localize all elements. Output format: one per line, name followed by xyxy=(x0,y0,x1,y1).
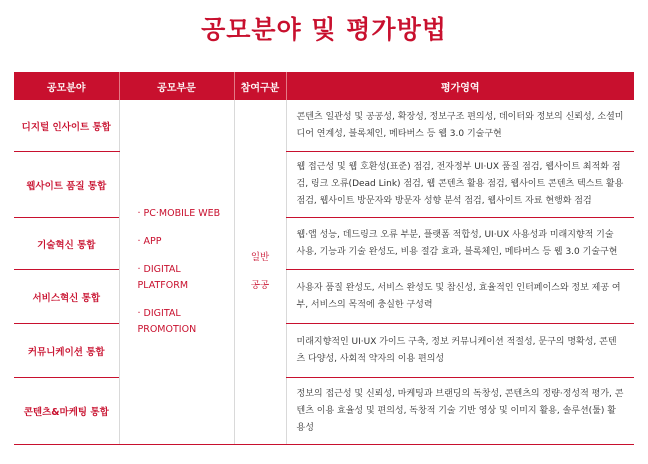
header-sector: 공모부문 xyxy=(119,72,234,100)
evaluation-cell: 웹·앱 성능, 데드링크 오류 부분, 플랫폼 적합성, UI·UX 사용성과 미래지향적 기술 사용, 기능과 기술 완성도, 비용 절감 효과, 블록체인, 메타버스 등 웹 3.0 기술구현 xyxy=(286,218,634,270)
header-participation: 참여구분 xyxy=(234,72,286,100)
sector-item: · APP xyxy=(137,236,162,247)
evaluation-cell: 정보의 접근성 및 신뢰성, 마케팅과 브랜딩의 독창성, 콘텐츠의 정량·정성적 평가, 콘텐츠 이용 효율성 및 편의성, 독창적 기술 기반 영상 및 이미지 활용, 솔루션(툴) 활용성 xyxy=(286,378,634,445)
field-cell: 기술혁신 통합 xyxy=(14,218,119,270)
sector-item: · DIGITAL PLATFORM xyxy=(137,264,189,291)
field-cell: 웹사이트 품질 통합 xyxy=(14,152,119,218)
evaluation-cell: 웹 접근성 및 웹 호환성(표준) 점검, 전자정부 UI·UX 품질 점검, 웹사이트 최적화 점검, 링크 오류(Dead Link) 점검, 웹 콘텐츠 활용 점검, 웹사이트 콘텐츠 텍스트 활용 점검, 웹사이트 방문자와 방문자 성향 분석 점검, 웹사이트 자료 현행화 점검 xyxy=(286,152,634,218)
table-row xyxy=(14,218,634,270)
field-cell: 커뮤니케이션 통합 xyxy=(14,324,119,378)
sector-cell xyxy=(119,100,234,445)
table-row xyxy=(14,100,634,152)
participation-cell xyxy=(234,100,286,445)
participation-public: 공공 xyxy=(250,280,270,291)
field-cell: 서비스혁신 통합 xyxy=(14,270,119,324)
header-evaluation: 평가영역 xyxy=(286,72,634,100)
sector-item: · PC·MOBILE WEB xyxy=(137,208,221,219)
page-title: 공모분야 및 평가방법 xyxy=(201,15,447,44)
evaluation-cell: 미래지향적인 UI·UX 가이드 구축, 정보 커뮤니케이션 적절성, 문구의 명확성, 콘텐츠 다양성, 사회적 약자의 이용 편의성 xyxy=(286,324,634,378)
evaluation-cell: 콘텐츠 일관성 및 공공성, 확장성, 정보구조 편의성, 데이터와 정보의 신뢰성, 소셜미디어 연계성, 블록체인, 메타버스 등 웹 3.0 기술구현 xyxy=(286,100,634,152)
field-cell: 디지털 인사이트 통합 xyxy=(14,100,119,152)
sector-item: · DIGITAL PROMOTION xyxy=(137,308,197,335)
table-row xyxy=(14,378,634,445)
participation-general: 일반 xyxy=(250,252,270,263)
table-row xyxy=(14,152,634,218)
table-row xyxy=(14,324,634,378)
field-cell: 콘텐츠&마케팅 통합 xyxy=(14,378,119,445)
header-field: 공모분야 xyxy=(14,72,119,100)
evaluation-table xyxy=(14,72,634,445)
evaluation-cell: 사용자 품질 완성도, 서비스 완성도 및 참신성, 효율적인 인터페이스와 정보 제공 여부, 서비스의 목적에 충실한 구성력 xyxy=(286,270,634,324)
table-header-row xyxy=(14,72,634,100)
table-row xyxy=(14,270,634,324)
